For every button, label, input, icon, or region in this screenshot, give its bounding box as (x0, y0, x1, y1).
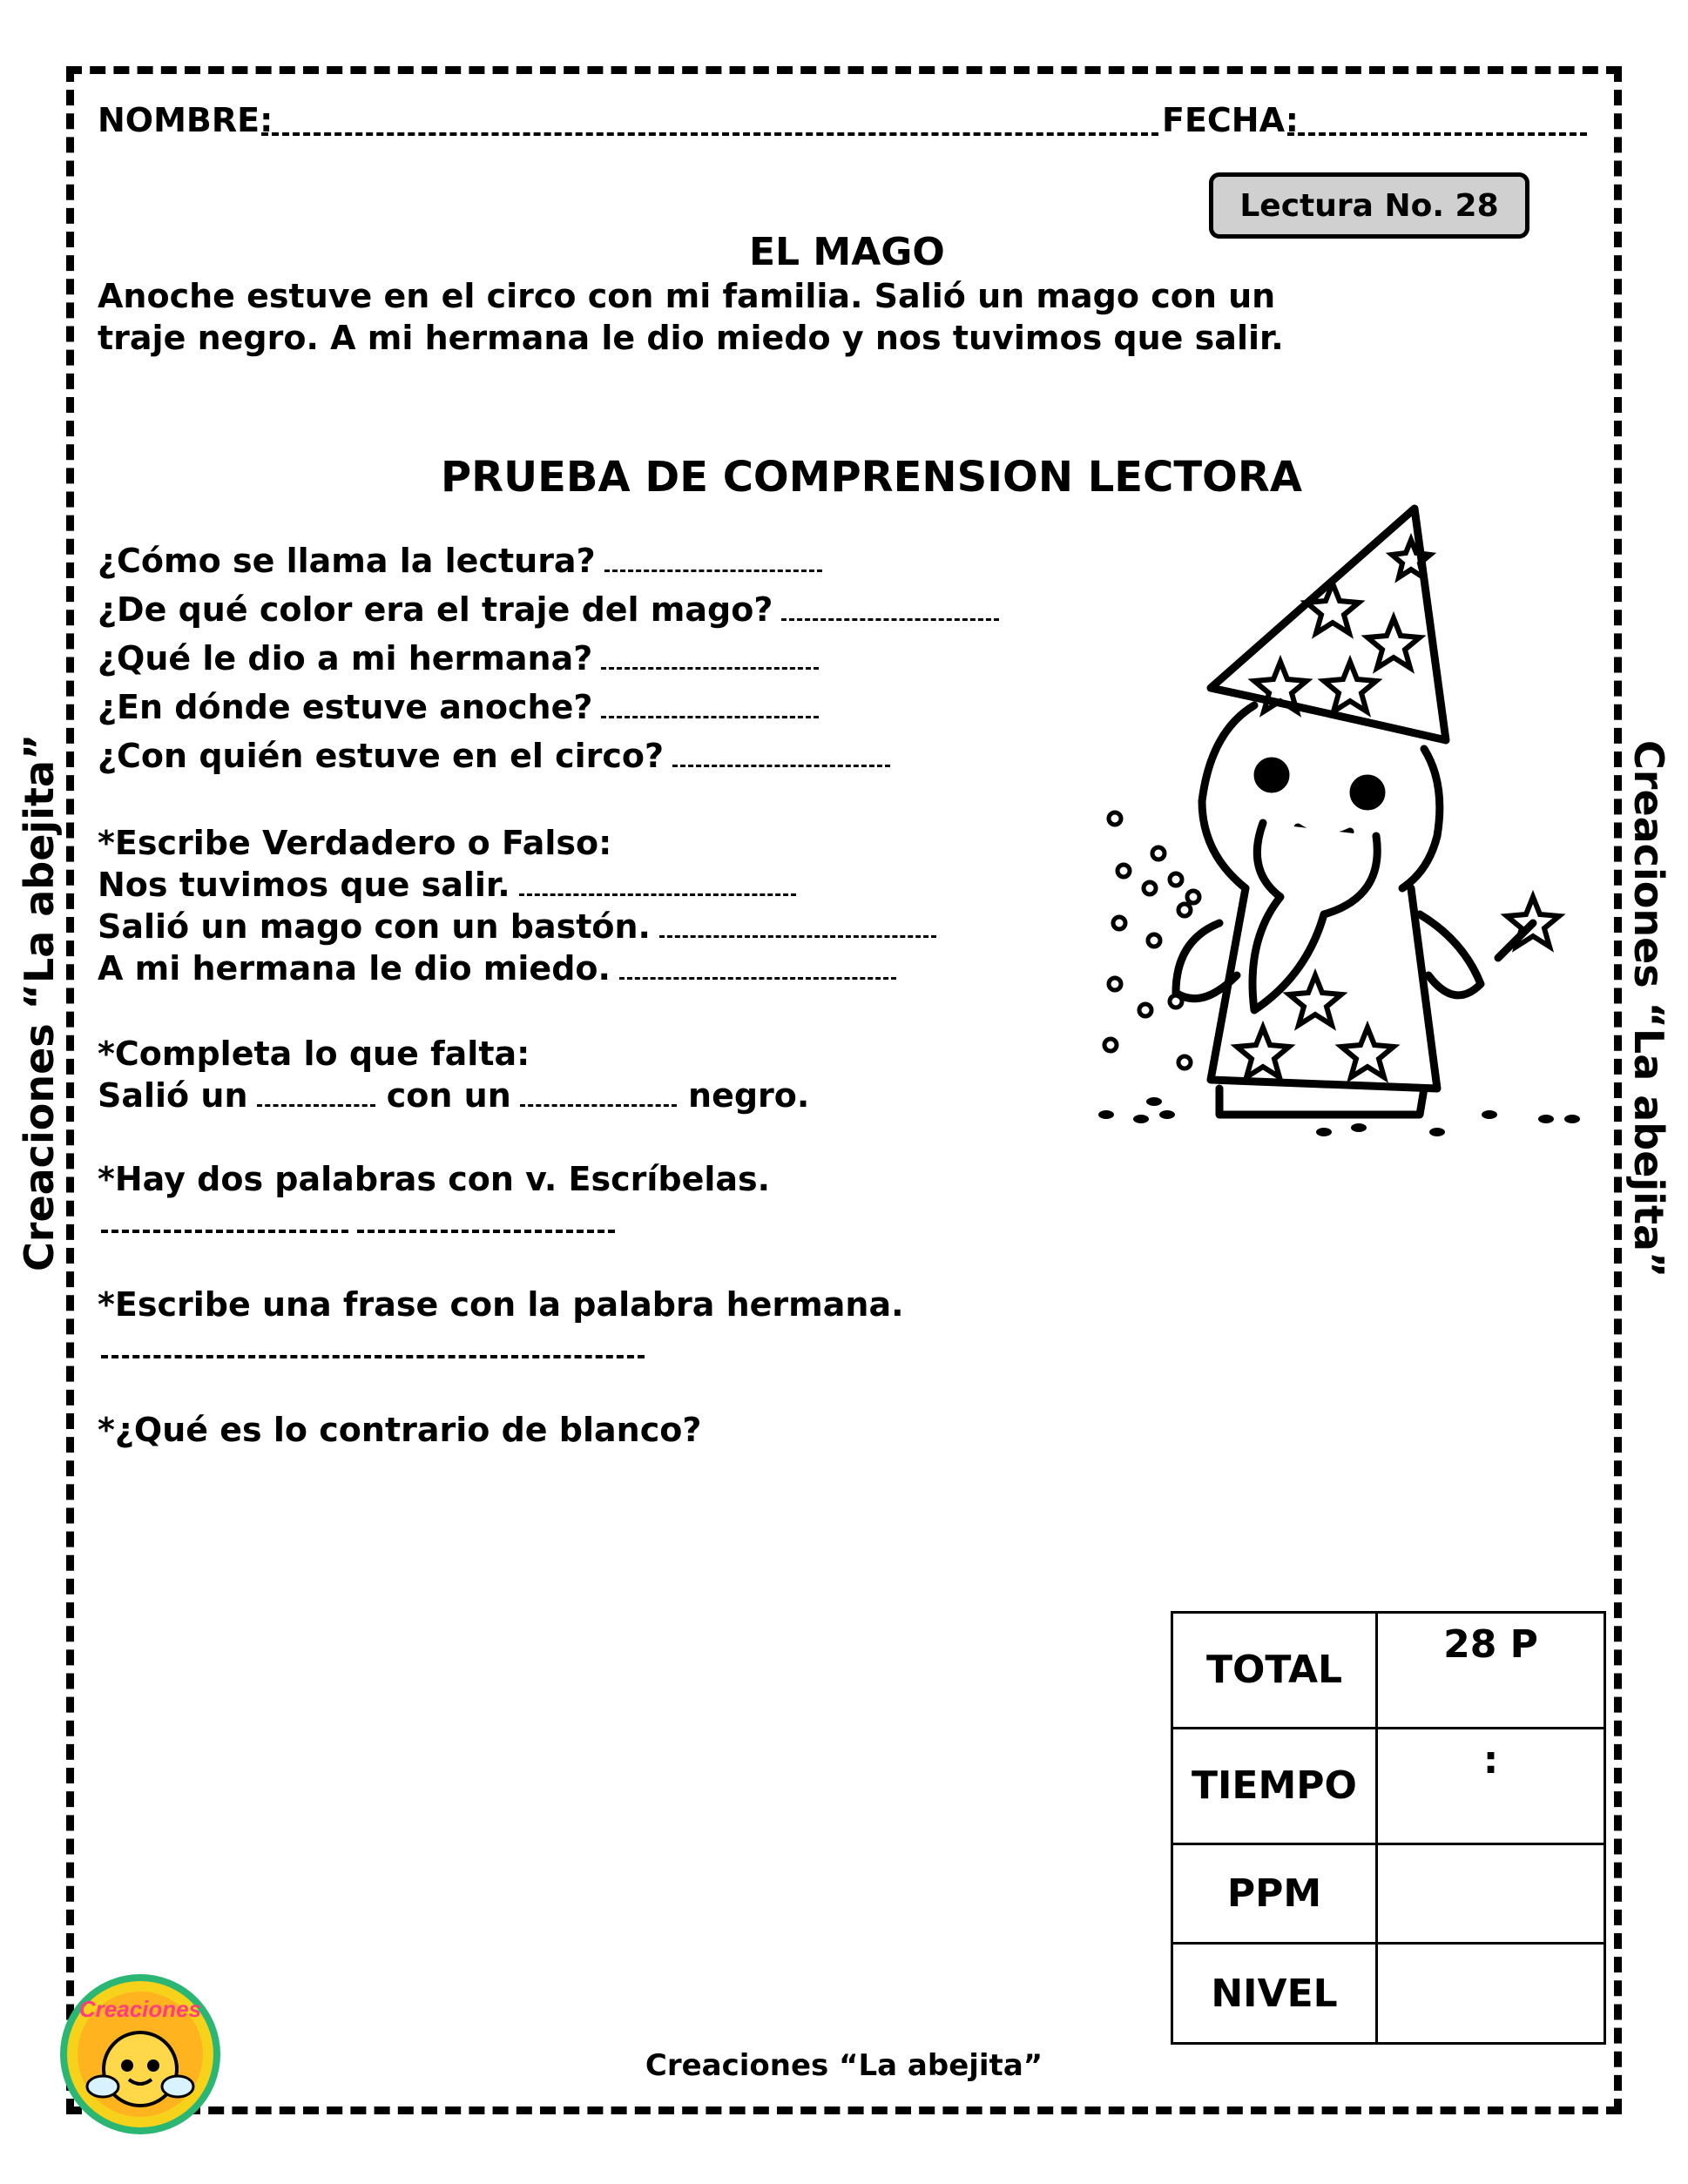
wizard-illustration (1071, 488, 1594, 1149)
table-row (1172, 1613, 1605, 1729)
table-row (1172, 1728, 1605, 1844)
blank-1[interactable] (257, 1097, 375, 1107)
answer-line[interactable] (619, 970, 896, 980)
answer-line[interactable] (601, 660, 819, 670)
answer-line[interactable] (101, 1355, 645, 1358)
true-false-1 (98, 866, 796, 904)
date-field[interactable] (1287, 132, 1587, 136)
date-label: FECHA: (1162, 101, 1299, 139)
question-3 (98, 639, 819, 677)
answer-line[interactable] (519, 886, 796, 896)
footer-credit: Creaciones “La abejita” (645, 2048, 1043, 2083)
question-5 (98, 737, 890, 775)
name-label: NOMBRE: (98, 101, 273, 139)
answer-line[interactable] (781, 611, 999, 621)
total-label: TOTAL (1172, 1613, 1377, 1729)
v-words-heading: *Hay dos palabras con v. Escríbelas. (98, 1160, 771, 1198)
complete-heading: *Completa lo que falta: (98, 1035, 530, 1073)
complete-part-3: negro. (688, 1076, 810, 1115)
question-5-text: ¿Con quién estuve en el circo? (98, 737, 665, 775)
score-table (1171, 1611, 1606, 2045)
complete-part-1: Salió un (98, 1076, 248, 1115)
ppm-value[interactable] (1377, 1844, 1605, 1944)
complete-sentence (98, 1076, 809, 1115)
answer-line[interactable] (101, 1230, 348, 1233)
answer-line[interactable] (604, 563, 822, 572)
complete-part-2: con un (386, 1076, 511, 1115)
ppm-label: PPM (1172, 1844, 1377, 1944)
opposite-heading: *¿Qué es lo contrario de blanco? (98, 1411, 702, 1449)
story-line-2: traje negro. A mi hermana le dio miedo y nos tuvimos que salir. (98, 319, 1284, 357)
test-title: PRUEBA DE COMPRENSION LECTORA (441, 453, 1302, 502)
story-title: EL MAGO (749, 230, 945, 274)
side-text-left: Creaciones “La abejita” (16, 733, 63, 1271)
level-value[interactable] (1377, 1944, 1605, 2044)
question-2 (98, 590, 999, 629)
name-field[interactable] (261, 132, 1158, 136)
phrase-heading: *Escribe una frase con la palabra hermana. (98, 1285, 904, 1324)
level-label: NIVEL (1172, 1944, 1377, 2044)
question-4-text: ¿En dónde estuve anoche? (98, 688, 593, 726)
reading-number-badge: Lectura No. 28 (1209, 172, 1529, 239)
answer-line[interactable] (672, 758, 890, 767)
true-false-2 (98, 907, 936, 946)
true-false-3-text: A mi hermana le dio miedo. (98, 949, 611, 988)
answer-line[interactable] (601, 709, 819, 718)
table-row (1172, 1844, 1605, 1944)
answer-line[interactable] (357, 1230, 615, 1233)
answer-line[interactable] (659, 928, 936, 938)
blank-2[interactable] (520, 1097, 677, 1107)
question-2-text: ¿De qué color era el traje del mago? (98, 590, 773, 629)
time-label: TIEMPO (1172, 1728, 1377, 1844)
logo-text: Creaciones (78, 1996, 202, 2022)
time-value[interactable]: : (1377, 1728, 1605, 1844)
true-false-heading: *Escribe Verdadero o Falso: (98, 824, 612, 862)
question-1-text: ¿Cómo se llama la lectura? (98, 542, 596, 580)
true-false-3 (98, 949, 896, 988)
true-false-1-text: Nos tuvimos que salir. (98, 866, 510, 904)
side-text-right: Creaciones “La abejita” (1625, 740, 1672, 1278)
table-row (1172, 1944, 1605, 2044)
story-line-1: Anoche estuve en el circo con mi familia. Salió un mago con un (98, 277, 1276, 315)
question-1 (98, 542, 822, 580)
true-false-2-text: Salió un mago con un bastón. (98, 907, 651, 946)
total-value[interactable]: 28 P (1377, 1613, 1605, 1729)
question-3-text: ¿Qué le dio a mi hermana? (98, 639, 593, 677)
question-4 (98, 688, 819, 726)
